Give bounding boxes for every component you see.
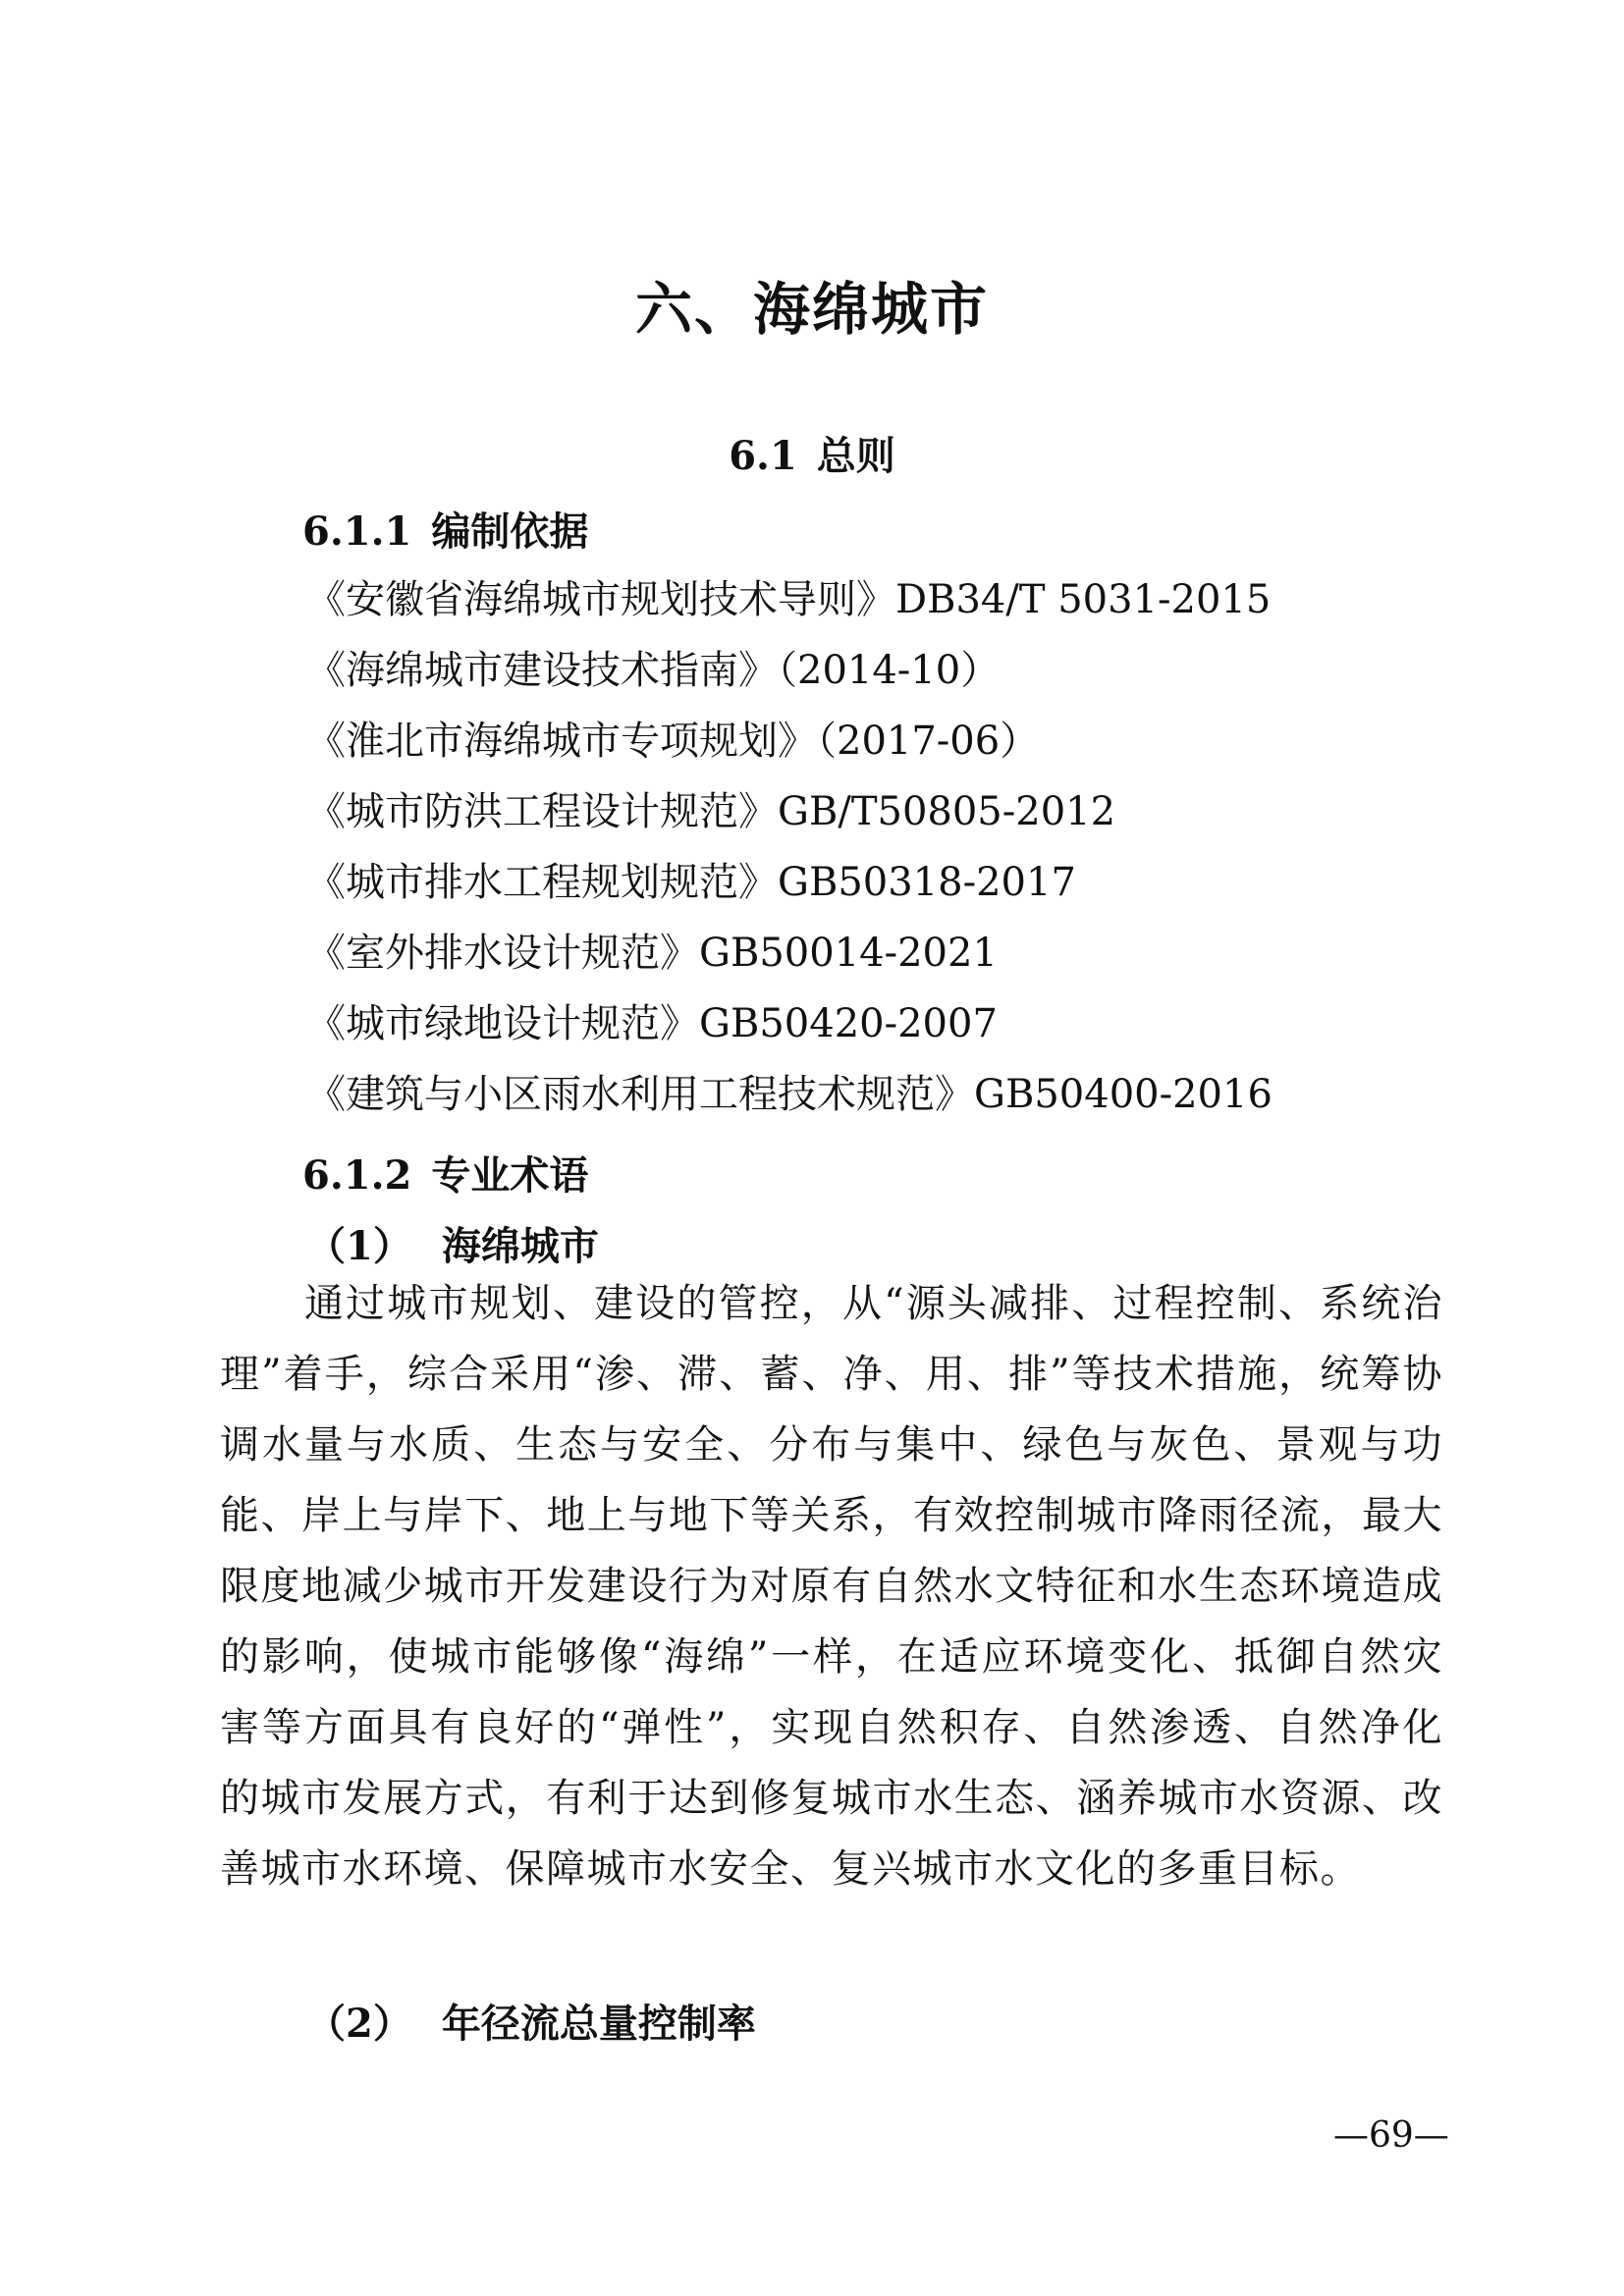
subsection-heading-terms [302,1145,588,1201]
reference-item: 《淮北市海绵城市专项规划》（2017-06） [306,719,1040,764]
term-title: 海绵城市 [441,1223,599,1269]
section-heading [0,425,1624,481]
chapter-title: 六、海绵城市 [634,276,989,343]
reference-item: 《安徽省海绵城市规划技术导则》DB34/T 5031-2015 [306,577,1272,622]
page-number: —69— [1333,2115,1449,2156]
reference-item: 《城市绿地设计规范》GB50420-2007 [306,1001,998,1046]
term-number: （1） [306,1223,412,1269]
reference-item: 《城市排水工程规划规范》GB50318-2017 [306,860,1076,905]
reference-item: 《海绵城市建设技术指南》（2014-10） [306,648,1001,693]
section-title: 总则 [816,433,895,479]
reference-item: 《建筑与小区雨水利用工程技术规范》GB50400-2016 [306,1072,1272,1117]
subsection-number: 6.1.1 [302,508,412,555]
term-title: 年径流总量控制率 [441,2001,756,2047]
term-definition-paragraph: 通过城市规划、建设的管控，从“源头减排、过程控制、系统治理”着手，综合采用“渗、滞、蓄、净、用、排”等技术措施，统筹协调水量与水质、生态与安全、分布与集中、绿色与灰色、景观与功能、岸上与岸下、地上与地下等关系，有效控制城市降雨径流，最大限度地减少城市开发建设行为对原有自然水文特征和水生态环境造成的影响，使城市能够像“海绵”一样，在适应环境变化、抵御自然灾害等方面具有良好的“弹性”，实现自然积存、自然渗透、自然净化的城市发展方式，有利于达到修复城市水生态、涵养城市水资源、改善城市水环境、保障城市水安全、复兴城市水文化的多重目标。 [220,1281,1443,1892]
reference-item: 《室外排水设计规范》GB50014-2021 [306,931,998,976]
subsection-number: 6.1.2 [302,1152,412,1199]
term-heading-runoff-control-rate [306,1993,756,2049]
reference-list [306,564,1272,1130]
subsection-title: 编制依据 [431,508,589,555]
reference-item: 《城市防洪工程设计规范》GB/T50805-2012 [306,789,1116,834]
subsection-title: 专业术语 [431,1152,589,1199]
subsection-heading-basis [302,501,588,557]
term-number: （2） [306,2001,412,2047]
section-number: 6.1 [729,433,797,479]
term-heading-sponge-city [306,1215,599,1271]
